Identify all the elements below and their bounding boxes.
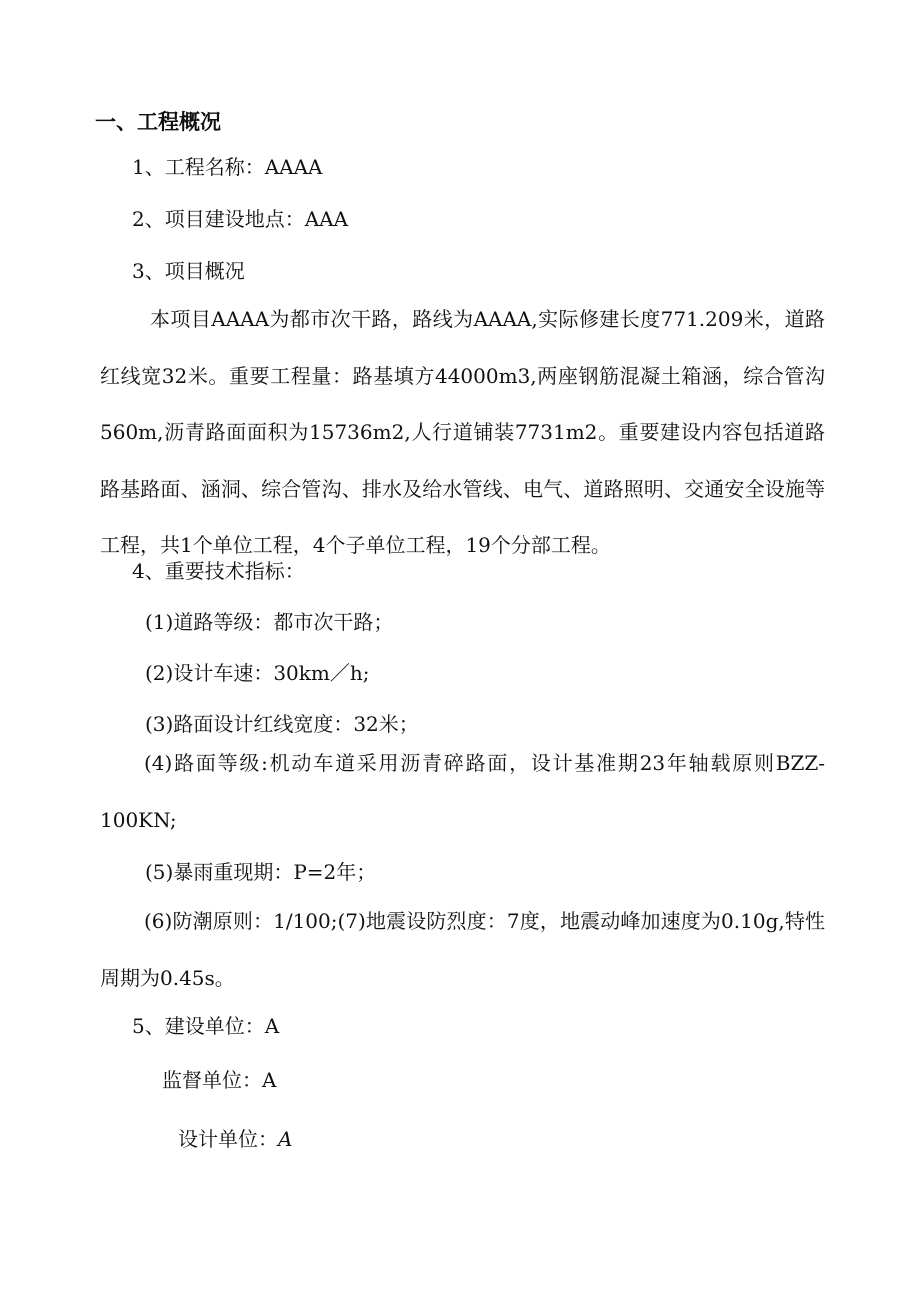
project-location: 2、项目建设地点：AAA [132,207,349,231]
spec-pavement-grade: (4)路面等级:机动车道采用沥青碎路面，设计基准期23年轴载原则BZZ-100KN; [100,751,825,832]
tech-indicators-title: 4、重要技术指标： [132,559,305,583]
project-name: 1、工程名称：AAAA [132,155,323,179]
spec-design-speed: (2)设计车速：30km／h; [145,661,370,685]
spec-rainstorm-period: (5)暴雨重现期：P=2年； [145,860,377,884]
construction-unit: 5、建设单位：A [132,1014,280,1038]
project-overview-paragraph: 本项目AAAA为都市次干路，路线为AAAA,实际修建长度771.209米，道路红线宽32米。重要工程量：路基填方44000m3,两座钢筋混凝土箱涵，综合管沟560m,沥青路面面积为15736m2,人行道铺装7731m2。重要建设内容包括道路路基路面、涵洞、综合管沟、排水及给水管线、电气、道路照明、交通安全设施等工程，共1个单位工程，4个子单位工程，19个分部工程。 [100,307,825,557]
project-overview-title: 3、项目概况 [132,259,245,283]
spec-red-line-width: (3)路面设计红线宽度：32米； [145,712,419,736]
design-unit-label: 设计单位： [178,1127,278,1151]
section-heading: 一、工程概况 [95,109,221,134]
supervision-unit: 监督单位：A [162,1068,277,1092]
design-unit-value: A [278,1127,293,1151]
design-unit [178,1125,292,1153]
spec-flood-seismic: (6)防潮原则：1/100;(7)地震设防烈度：7度，地震动峰加速度为0.10g,特性周期为0.45s。 [100,909,825,990]
spec-road-grade: (1)道路等级：都市次干路； [145,610,394,634]
